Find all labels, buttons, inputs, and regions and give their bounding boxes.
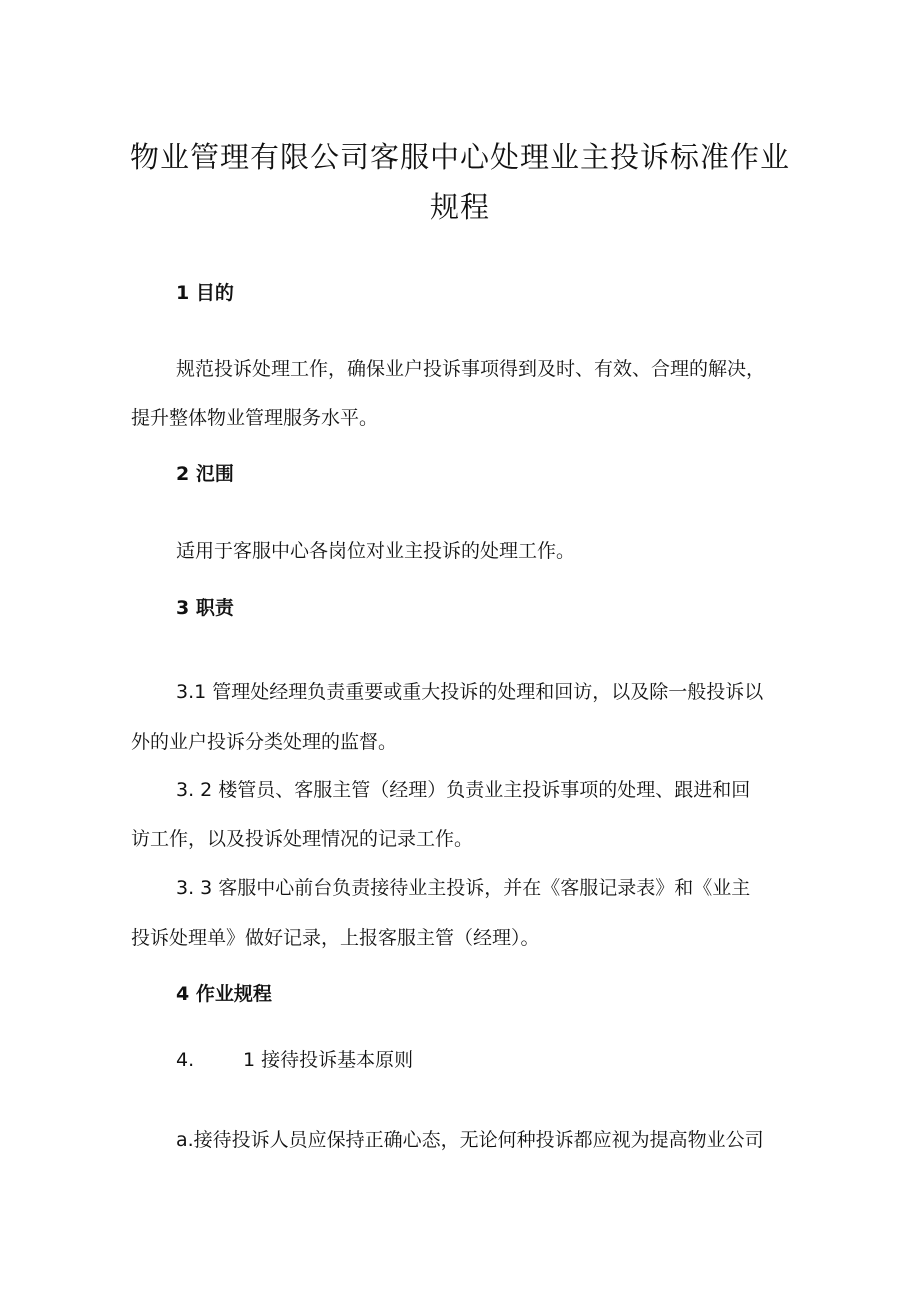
section-1-heading: 1 目的 <box>176 282 234 304</box>
section-3-1-line-2: 外的业户投诉分类处理的监督。 <box>131 731 398 753</box>
document-title-line-2: 规程 <box>429 190 490 224</box>
section-3-3-line-1: 3. 3 客服中心前台负责接待业主投诉，并在《客服记录表》和《业主 <box>176 877 751 899</box>
section-3-1-line-1: 3.1 管理处经理负责重要或重大投诉的处理和回访，以及除一般投诉以 <box>176 681 764 703</box>
section-2-heading: 2 氾围 <box>176 463 234 485</box>
section-3-2-line-2: 访工作，以及投诉处理情况的记录工作。 <box>131 828 474 850</box>
section-1-paragraph-line-2: 提升整体物业管理服务水平。 <box>131 407 379 429</box>
section-4-a-line-1: a.接待投诉人员应保持正确心态，无论何种投诉都应视为提高物业公司 <box>176 1129 764 1151</box>
document-title-line-1: 物业管理有限公司客服中心处理业主投诉标准作业 <box>129 140 790 174</box>
section-3-3-line-2: 投诉处理单》做好记录，上报客服主管（经理）。 <box>131 927 540 949</box>
section-1-paragraph-line-1: 规范投诉处理工作，确保业户投诉事项得到及时、有效、合理的解决， <box>176 358 766 380</box>
section-4-heading: 4 作业规程 <box>176 983 272 1005</box>
section-3-2-line-1: 3. 2 楼管员、客服主管（经理）负责业主投诉事项的处理、跟进和回 <box>176 779 751 801</box>
section-3-heading: 3 职责 <box>176 597 234 619</box>
section-4-1-text: 1 接待投诉基本原则 <box>243 1049 414 1071</box>
section-2-paragraph-line-1: 适用于客服中心各岗位对业主投诉的处理工作。 <box>176 540 576 562</box>
section-4-1-number: 4. <box>176 1049 195 1071</box>
